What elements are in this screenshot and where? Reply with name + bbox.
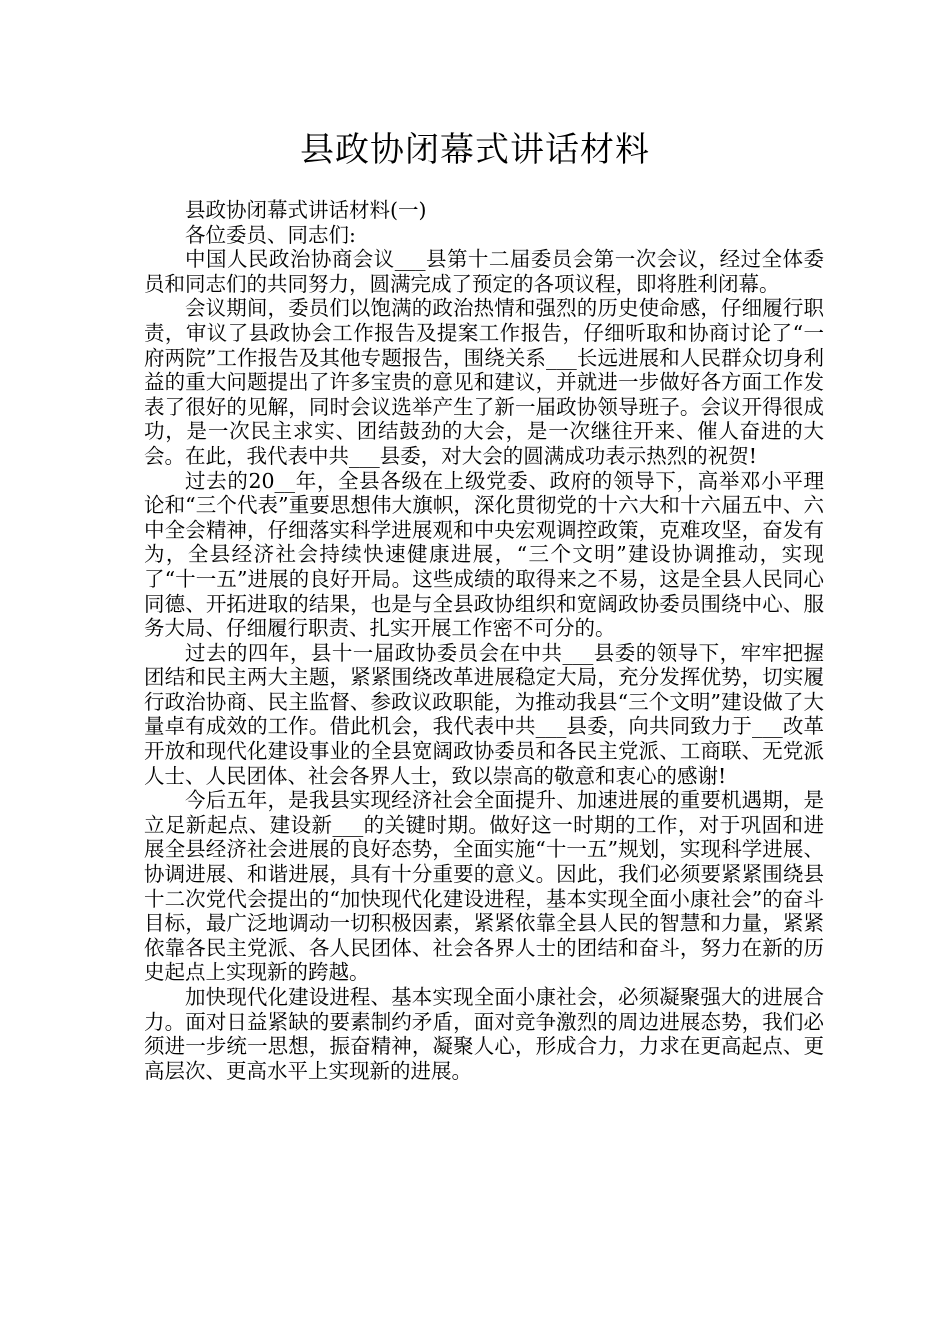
document-title: 县政协闭幕式讲话材料 — [300, 130, 650, 170]
salutation: 各位委员、同志们: — [185, 222, 356, 247]
document-subtitle: 县政协闭幕式讲话材料(一) — [185, 198, 427, 222]
paragraph-6: 加快现代化建设进程、基本实现全面小康社会，必须凝聚强大的进展合力。面对日益紧缺的要素制约矛盾，面对竞争激烈的周边进展态势，我们必须进一步统一思想，振奋精神，凝聚人心，形成合力，力求在更高起点、更高层次、更高水平上实现新的进展。 — [144, 985, 824, 1083]
paragraph-3: 过去的20__年，全县各级在上级党委、政府的领导下，高举邓小平理论和“三个代表”重要思想伟大旗帜，深化贯彻党的十六大和十六届五中、六中全会精神，仔细落实科学进展观和中央宏观调控政策，克难攻坚，奋发有为，全县经济社会持续快速健康进展，“三个文明”建设协调推动，实现了“十一五”进展的良好开局。这些成绩的取得来之不易，这是全县人民同心同德、开拓进取的结果，也是与全县政协组织和宽阔政协委员围绕中心、服务大局、仔细履行职责、扎实开展工作密不可分的。 — [144, 468, 824, 641]
paragraph-2: 会议期间，委员们以饱满的政治热情和强烈的历史使命感，仔细履行职责，审议了县政协会工作报告及提案工作报告，仔细听取和协商讨论了“一府两院”工作报告及其他专题报告，围绕关系___长远进展和人民群众切身利益的重大问题提出了许多宝贵的意见和建议，并就进一步做好各方面工作发表了很好的见解，同时会议选举产生了新一届政协领导班子。会议开得很成功，是一次民主求实、团结鼓劲的大会，是一次继往开来、催人奋进的大会。在此，我代表中共___县委，对大会的圆满成功表示热烈的祝贺! — [144, 296, 824, 468]
paragraph-5: 今后五年，是我县实现经济社会全面提升、加速进展的重要机遇期，是立足新起点、建设新___的关键时期。做好这一时期的工作，对于巩固和进展全县经济社会进展的良好态势，全面实施“十一五”规划，实现科学进展、协调进展、和谐进展，具有十分重要的意义。因此，我们必须要紧紧围绕县十二次党代会提出的“加快现代化建设进程，基本实现全面小康社会”的奋斗目标，最广泛地调动一切积极因素，紧紧依靠全县人民的智慧和力量，紧紧依靠各民主党派、各人民团体、社会各界人士的团结和奋斗，努力在新的历史起点上实现新的跨越。 — [144, 788, 824, 985]
paragraph-4: 过去的四年，县十一届政协委员会在中共___县委的领导下，牢牢把握团结和民主两大主题，紧紧围绕改革进展稳定大局，充分发挥优势，切实履行政治协商、民主监督、参政议政职能，为推动我县“三个文明”建设做了大量卓有成效的工作。借此机会，我代表中共___县委，向共同致力于___改革开放和现代化建设事业的全县宽阔政协委员和各民主党派、工商联、无党派人士、人民团体、社会各界人士，致以崇高的敬意和衷心的感谢! — [144, 640, 824, 788]
document-body — [144, 198, 824, 1083]
paragraph-1: 中国人民政治协商会议___县第十二届委员会第一次会议，经过全体委员和同志们的共同努力，圆满完成了预定的各项议程，即将胜利闭幕。 — [144, 247, 824, 296]
